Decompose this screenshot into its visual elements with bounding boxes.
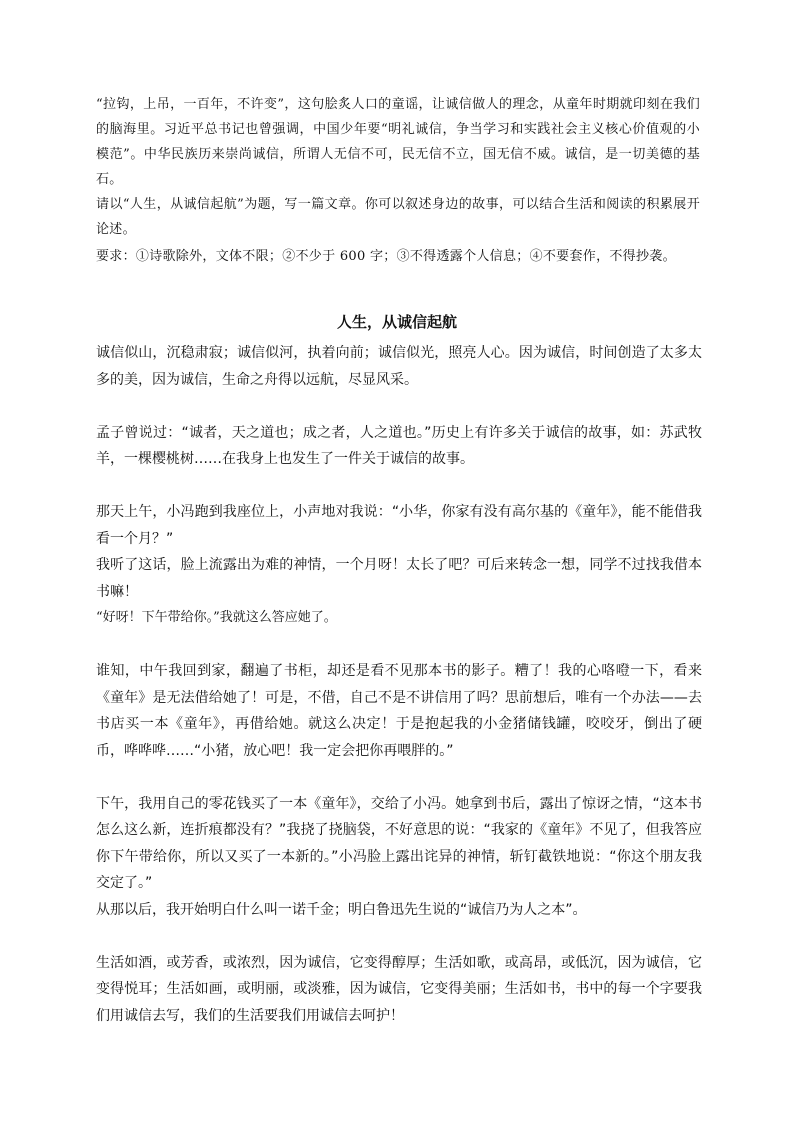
essay-title: 人生，从诚信起航 [336, 313, 457, 331]
essay-paragraph: 孟子曾说过：“诚者，天之道也；成之者，人之道也。”历史上有许多关于诚信的故事，如：苏武牧羊，一棵樱桃树……在我身上也发生了一件关于诚信的故事。 [96, 424, 702, 467]
essay-paragraph: 下午，我用自己的零花钱买了一本《童年》，交给了小冯。她拿到书后，露出了惊讶之情，“这本书怎么这么新，连折痕都没有？”我挠了挠脑袋，不好意思的说：“我家的《童年》不见了，但我答应你下午带给你，所以又买了一本新的。”小冯脸上露出诧异的神情，斩钉截铁地说：“你这个朋友我交定了。” [96, 795, 702, 891]
writing-prompt [96, 92, 700, 269]
essay-paragraph: 诚信似山，沉稳肃寂；诚信似河，执着向前；诚信似光，照亮人心。因为诚信，时间创造了太多太多的美，因为诚信，生命之舟得以远航，尽显风采。 [96, 345, 702, 388]
paragraph-spacer [96, 393, 702, 420]
essay-body [96, 340, 702, 1029]
paragraph-spacer [96, 923, 702, 950]
prompt-paragraph: “拉钩，上吊，一百年，不许变”，这句脍炙人口的童谣，让诚信做人的理念，从童年时期就印刻在我们的脑海里。习近平总书记也曾强调，中国少年要“明礼诚信，争当学习和实践社会主义核心价值观的小模范”。中华民族历来崇尚诚信，所谓人无信不可，民无信不立，国无信不威。诚信，是一切美德的基石。 [96, 97, 700, 187]
essay-paragraph: 那天上午，小冯跑到我座位上，小声地对我说：“小华，你家有没有高尔基的《童年》，能不能借我看一个月？” [96, 504, 702, 547]
essay-paragraph: 从那以后，我开始明白什么叫一诺千金；明白鲁迅先生说的“诚信乃为人之本”。 [96, 901, 587, 918]
essay-paragraph: 生活如酒，或芳香，或浓烈，因为诚信，它变得醇厚；生活如歌，或高昂，或低沉，因为诚信，它变得悦耳；生活如画，或明丽，或淡雅，因为诚信，它变得美丽；生活如书，书中的每一个字要我们用诚信去写，我们的生活要我们用诚信去呵护！ [96, 954, 702, 1024]
prompt-requirements: 要求：①诗歌除外，文体不限；②不少于 600 字；③不得透露个人信息；④不要套作，不得抄袭。 [96, 249, 676, 264]
paragraph-spacer [96, 473, 702, 500]
paragraph-spacer [96, 764, 702, 791]
essay-paragraph: 我听了这话，脸上流露出为难的神情，一个月呀！太长了吧？可后来转念一想，同学不过找我借本书嘛！ [96, 557, 702, 600]
essay-paragraph: “好呀！下午带给你。”我就这么答应她了。 [96, 610, 337, 625]
prompt-instruction: 请以“人生，从诚信起航”为题，写一篇文章。你可以叙述身边的故事，可以结合生活和阅读的积累展开论述。 [96, 197, 700, 237]
paragraph-spacer [96, 632, 702, 659]
essay-paragraph: 谁知，中午我回到家，翻遍了书柜，却还是看不见那本书的影子。糟了！我的心咯噔一下，看来《童年》是无法借给她了！可是，不借，自己不是不讲信用了吗？思前想后，唯有一个办法——去书店买一本《童年》，再借给她。就这么决定！于是抱起我的小金猪储钱罐，咬咬牙，倒出了硬币，哗哗哗……“小猪，放心吧！我一定会把你再喂胖的。” [96, 663, 702, 759]
